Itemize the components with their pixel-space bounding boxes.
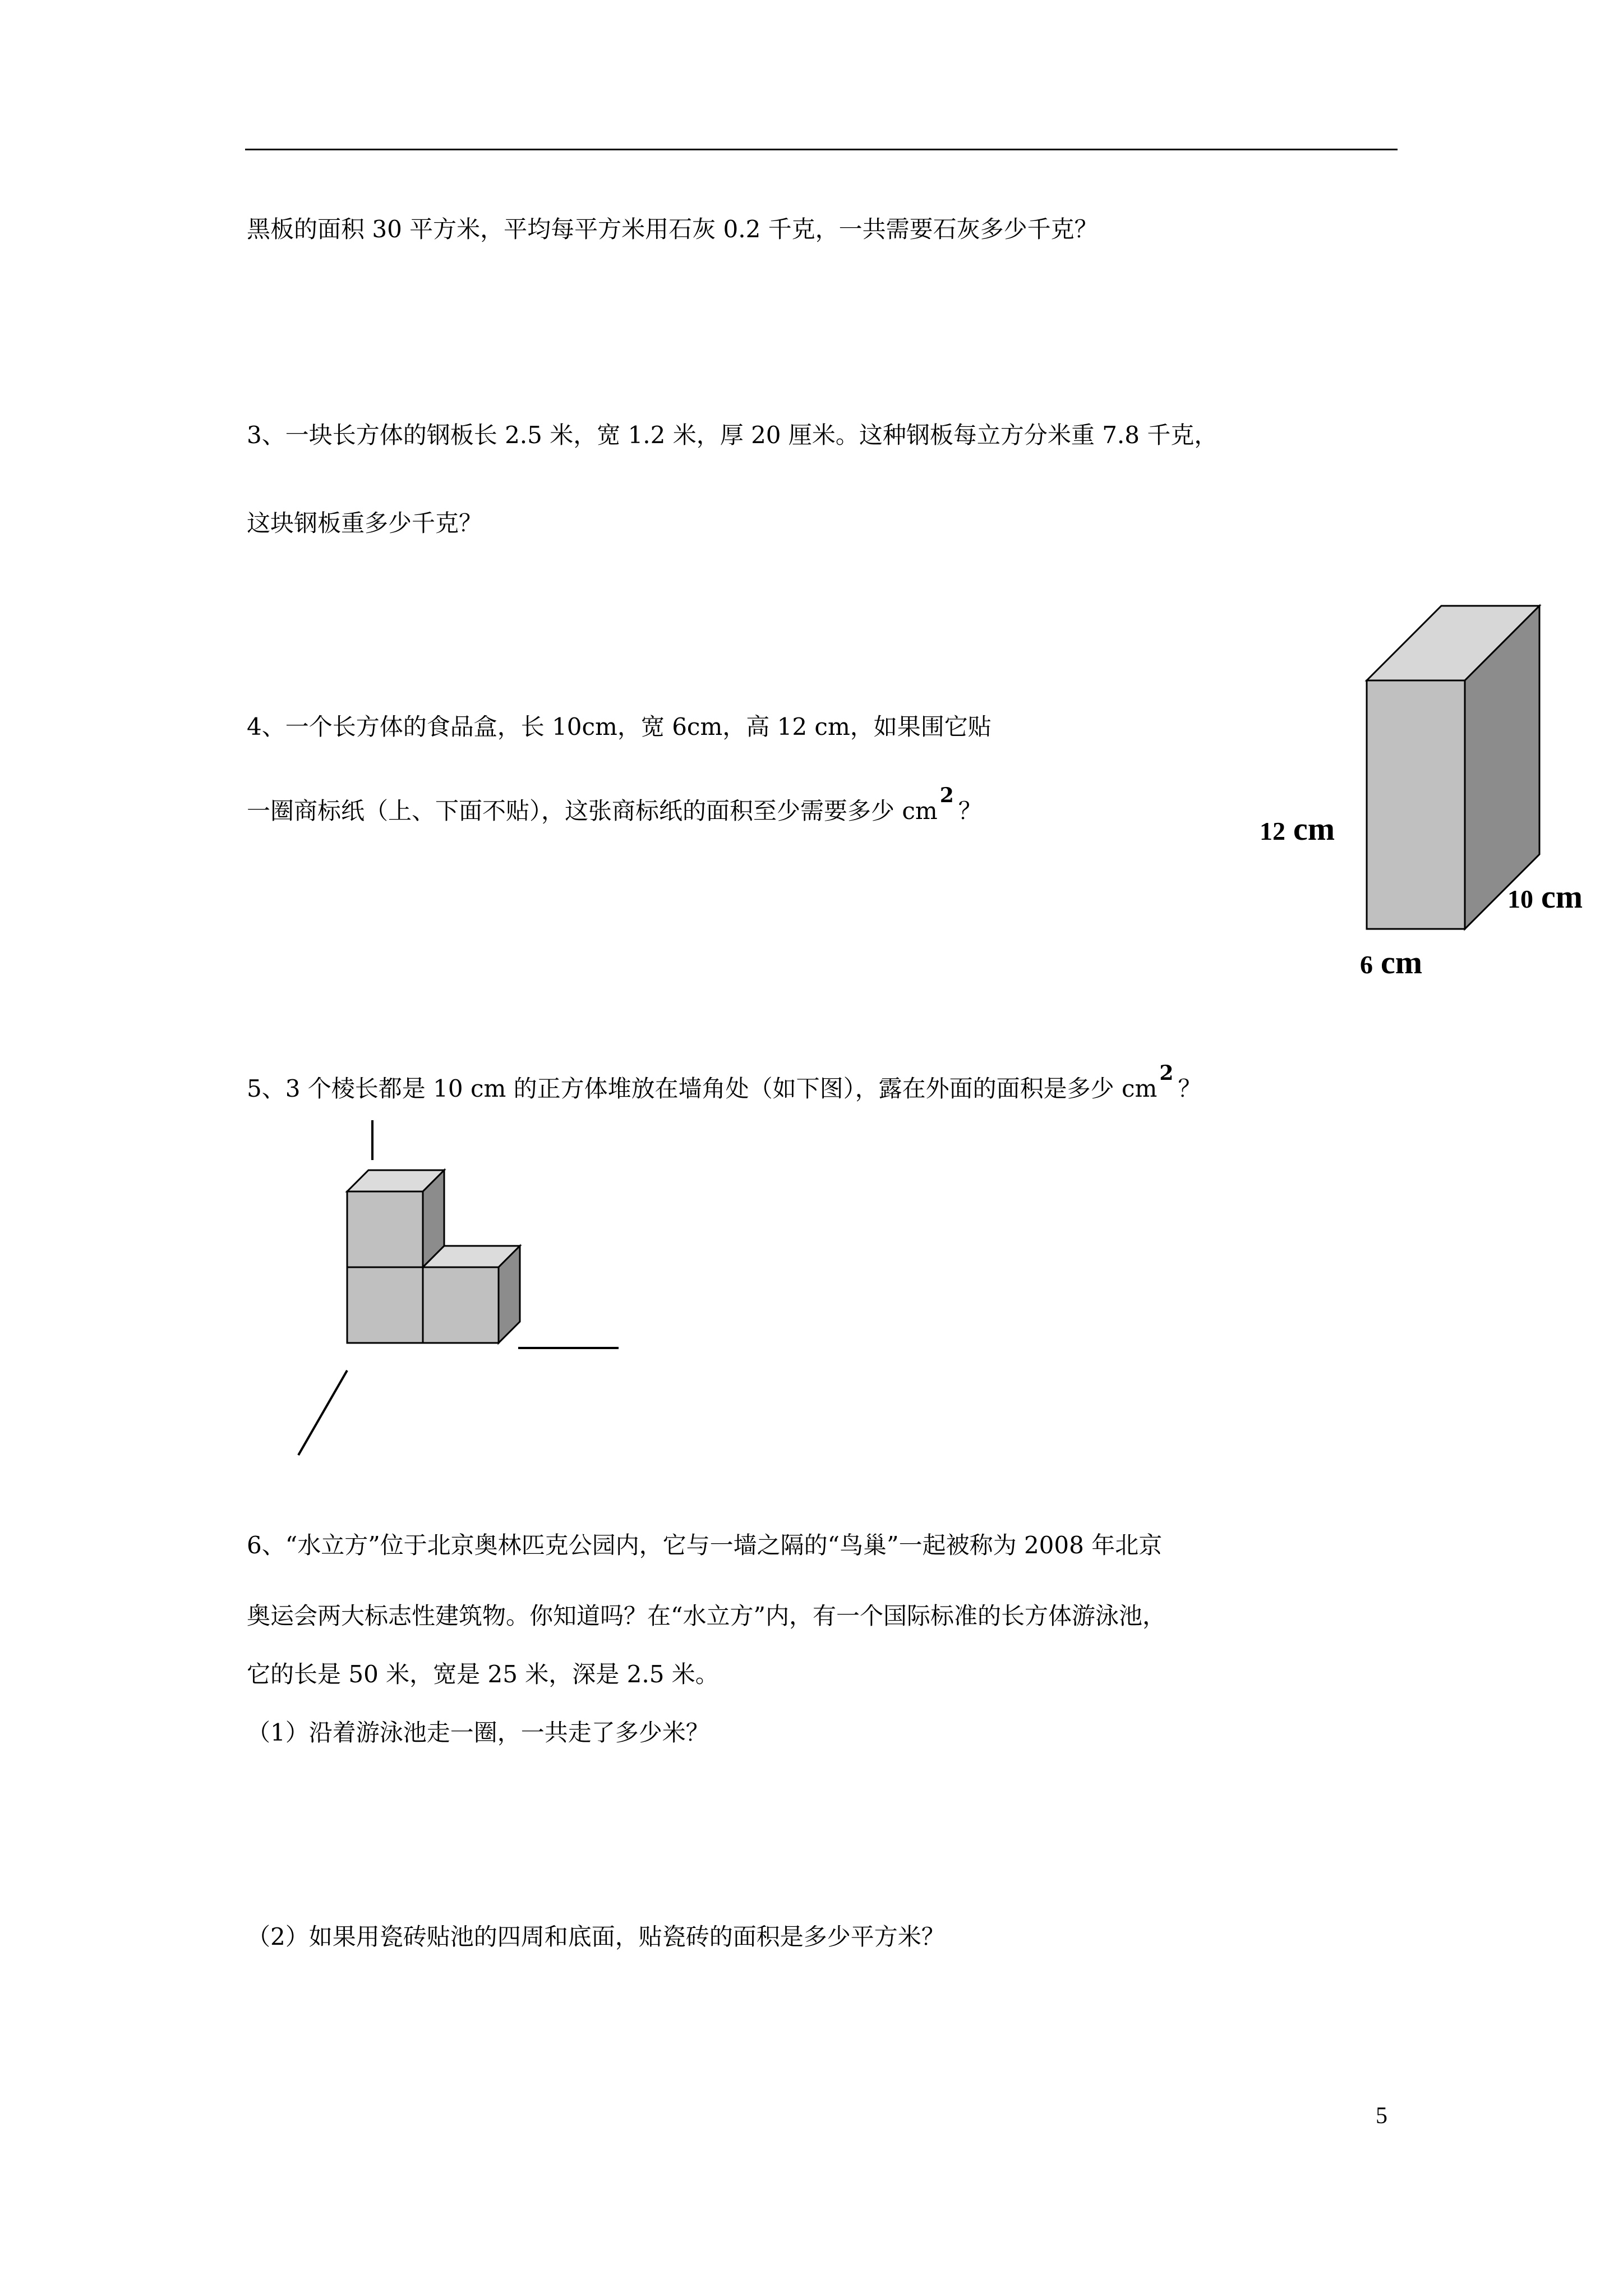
question-2-continuation: 黑板的面积 30 平方米，平均每平方米用石灰 0.2 千克，一共需要石灰多少千克？ (247, 215, 1098, 243)
question-5-text: 5、3 个棱长都是 10 cm 的正方体堆放在墙角处（如下图），露在外面的面积是多少 cm (247, 1075, 1158, 1102)
question-6-part-2: （2）如果用瓷砖贴池的四周和底面，贴瓷砖的面积是多少平方米？ (247, 1923, 945, 1950)
cuboid-front-face (1367, 680, 1465, 929)
question-3-line-1: 3、一块长方体的钢板长 2.5 米，宽 1.2 米，厚 20 厘米。这种钢板每立方分米重 7.8 千克， (247, 421, 1218, 449)
question-4-line-2 (247, 784, 982, 828)
header-rule (245, 149, 1398, 150)
question-6-line-3: 它的长是 50 米，宽是 25 米，深是 2.5 米。 (247, 1660, 719, 1688)
superscript-2: 2 (1159, 1061, 1174, 1085)
top-cube-front-face (347, 1191, 423, 1267)
width-label: 6 cm (1360, 944, 1423, 981)
wall-corner-floor-line (298, 1370, 347, 1455)
question-6-line-1: 6、“水立方”位于北京奥林匹克公园内，它与一墙之隔的“鸟巢”一起被称为 2008 年北京 (247, 1531, 1163, 1559)
question-5-line-1 (247, 1061, 1202, 1106)
right-cube-front-face (423, 1267, 499, 1343)
superscript-2: 2 (939, 784, 954, 807)
question-mark: ？ (1178, 1075, 1202, 1102)
stacked-cubes-figure (280, 1116, 639, 1475)
cuboid-figure (1234, 595, 1583, 999)
question-mark: ？ (958, 797, 982, 825)
height-label: 12 cm (1260, 811, 1335, 847)
question-6-part-1: （1）沿着游泳池走一圈，一共走了多少米？ (247, 1719, 709, 1746)
question-4-line-1: 4、一个长方体的食品盒，长 10cm，宽 6cm，高 12 cm，如果围它贴 (247, 713, 992, 740)
question-6-line-2: 奥运会两大标志性建筑物。你知道吗？在“水立方”内，有一个国际标准的长方体游泳池， (247, 1602, 1166, 1630)
question-4-text: 一圈商标纸（上、下面不贴），这张商标纸的面积至少需要多少 cm (247, 797, 938, 825)
question-3-line-2: 这块钢板重多少千克？ (247, 509, 483, 537)
bottom-cube-front-face (347, 1267, 423, 1343)
page-number: 5 (1376, 2103, 1387, 2129)
depth-label: 10 cm (1507, 878, 1583, 915)
